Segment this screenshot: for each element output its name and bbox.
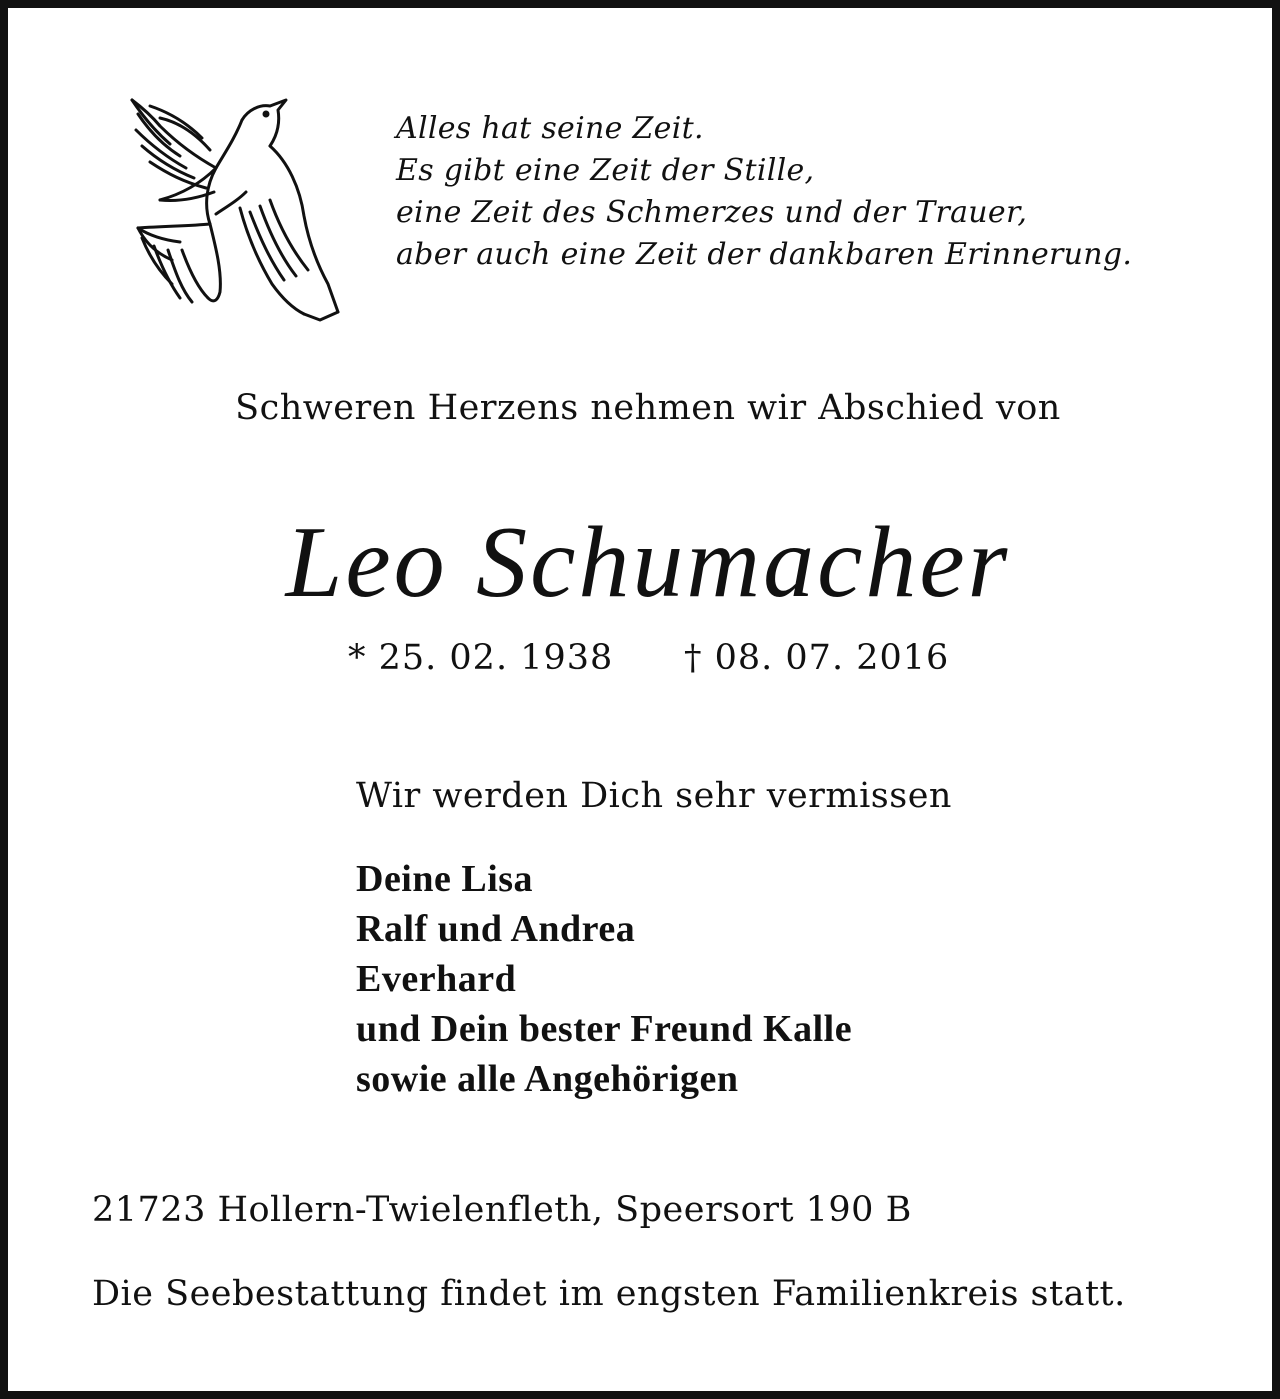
family-member: sowie alle Angehörigen — [356, 1058, 739, 1100]
miss-line: Wir werden Dich sehr vermissen — [356, 776, 952, 816]
poem-line: Alles hat seine Zeit. — [396, 111, 704, 146]
family-member: Deine Lisa — [356, 858, 534, 900]
intro-text: Schweren Herzens nehmen wir Abschied von — [235, 388, 1061, 428]
poem-line: aber auch eine Zeit der dankbaren Erinnerung. — [396, 237, 1133, 272]
family-list — [356, 854, 852, 1104]
burial-notice: Die Seebestattung findet im engsten Familienkreis statt. — [92, 1274, 1126, 1314]
dove-icon — [120, 88, 350, 328]
deceased-name: Leo Schumacher — [285, 506, 1011, 619]
death-date: † 08. 07. 2016 — [684, 638, 950, 678]
poem — [396, 108, 1236, 276]
family-member: Everhard — [356, 958, 517, 1000]
poem-line: eine Zeit des Schmerzes und der Trauer, — [396, 195, 1028, 230]
address: 21723 Hollern-Twielenfleth, Speersort 190 B — [92, 1190, 912, 1230]
birth-date: * 25. 02. 1938 — [348, 638, 614, 678]
poem-line: Es gibt eine Zeit der Stille, — [396, 153, 815, 188]
family-member: Ralf und Andrea — [356, 908, 636, 950]
family-member: und Dein bester Freund Kalle — [356, 1008, 853, 1050]
